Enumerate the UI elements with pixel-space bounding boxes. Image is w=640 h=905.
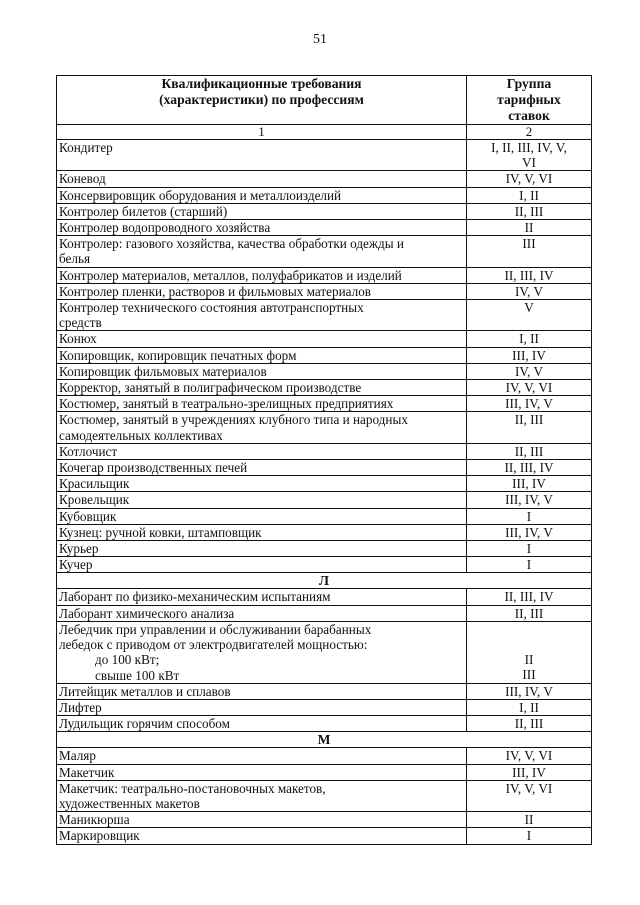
tariff-group: II, III — [467, 716, 592, 732]
profession-name: Кочегар производственных печей — [57, 460, 467, 476]
profession-name: Консервировщик оборудования и металлоизделий — [57, 187, 467, 203]
tariff-group: I, II — [467, 187, 592, 203]
table-row — [57, 283, 592, 299]
tariff-group: II, III, IV — [467, 589, 592, 605]
table-row — [57, 492, 592, 508]
table-row — [57, 300, 592, 331]
tariff-group: III, IV — [467, 347, 592, 363]
table-row — [57, 605, 592, 621]
table-header-row — [57, 76, 592, 125]
tariff-group: I — [467, 541, 592, 557]
table-row — [57, 203, 592, 219]
profession-name: Маляр — [57, 748, 467, 764]
profession-name: Копировщик, копировщик печатных форм — [57, 347, 467, 363]
profession-name: Курьер — [57, 541, 467, 557]
tariff-group: I, II, III, IV, V, VI — [467, 140, 592, 171]
table-row — [57, 716, 592, 732]
table-row — [57, 331, 592, 347]
table-row — [57, 412, 592, 443]
profession-name: Кондитер — [57, 140, 467, 171]
tariff-group: III — [467, 236, 592, 267]
section-letter-l: Л — [57, 573, 592, 589]
tariff-group: III, IV, V — [467, 396, 592, 412]
table-row — [57, 220, 592, 236]
table-row — [57, 683, 592, 699]
table-row — [57, 524, 592, 540]
table-row — [57, 363, 592, 379]
profession-name: Лебедчик при управлении и обслуживании барабанных лебедок с приводом от электродвигателей мощностью: до 100 кВт; свыше 100 кВт — [57, 621, 467, 683]
table-row — [57, 621, 592, 683]
profession-name: Контролер технического состояния автотранспортных средств — [57, 300, 467, 331]
tariff-group: I, II — [467, 699, 592, 715]
profession-name: Контролер: газового хозяйства, качества обработки одежды и белья — [57, 236, 467, 267]
tariff-group: II, III — [467, 412, 592, 443]
tariff-group: IV, V, VI — [467, 171, 592, 187]
tariff-group: II, III, IV — [467, 460, 592, 476]
table-row — [57, 780, 592, 811]
profession-name: Макетчик — [57, 764, 467, 780]
table-row — [57, 380, 592, 396]
table-row — [57, 443, 592, 459]
profession-name: Контролер водопроводного хозяйства — [57, 220, 467, 236]
profession-name: Маркировщик — [57, 828, 467, 844]
tariff-table — [56, 75, 592, 845]
profession-name: Макетчик: театрально-постановочных макетов, художественных макетов — [57, 780, 467, 811]
table-row — [57, 589, 592, 605]
tariff-group: IV, V, VI — [467, 780, 592, 811]
table-row — [57, 347, 592, 363]
profession-name: Кучер — [57, 557, 467, 573]
table-row — [57, 557, 592, 573]
tariff-group: III, IV, V — [467, 524, 592, 540]
table-row — [57, 396, 592, 412]
table-row — [57, 267, 592, 283]
tariff-group: III, IV, V — [467, 683, 592, 699]
profession-name: Корректор, занятый в полиграфическом производстве — [57, 380, 467, 396]
profession-name: Костюмер, занятый в учреждениях клубного типа и народных самодеятельных коллективах — [57, 412, 467, 443]
profession-name: Контролер пленки, растворов и фильмовых материалов — [57, 283, 467, 299]
tariff-group: II, III, IV — [467, 267, 592, 283]
tariff-group: III, IV, V — [467, 492, 592, 508]
profession-name: Лифтер — [57, 699, 467, 715]
profession-name: Кровельщик — [57, 492, 467, 508]
tariff-group: II, III — [467, 203, 592, 219]
profession-name: Конюх — [57, 331, 467, 347]
table-row — [57, 187, 592, 203]
table-row — [57, 699, 592, 715]
tariff-group: IV, V, VI — [467, 748, 592, 764]
section-header-row — [57, 732, 592, 748]
profession-name: Красильщик — [57, 476, 467, 492]
table-row — [57, 508, 592, 524]
profession-name: Контролер билетов (старший) — [57, 203, 467, 219]
table-row — [57, 476, 592, 492]
tariff-group: II, III — [467, 605, 592, 621]
column-number-1: 1 — [57, 125, 467, 140]
profession-name: Литейщик металлов и сплавов — [57, 683, 467, 699]
table-row — [57, 460, 592, 476]
profession-name: Кузнец: ручной ковки, штамповщик — [57, 524, 467, 540]
tariff-group: I — [467, 557, 592, 573]
tariff-group: II — [467, 220, 592, 236]
tariff-group: I, II — [467, 331, 592, 347]
table-row — [57, 140, 592, 171]
column-number-2: 2 — [467, 125, 592, 140]
profession-name: Контролер материалов, металлов, полуфабрикатов и изделий — [57, 267, 467, 283]
tariff-group: III, IV — [467, 476, 592, 492]
tariff-group: II III — [467, 621, 592, 683]
tariff-group: IV, V — [467, 283, 592, 299]
tariff-group: IV, V — [467, 363, 592, 379]
page-number: 51 — [313, 32, 327, 47]
tariff-group: IV, V, VI — [467, 380, 592, 396]
tariff-group: I — [467, 508, 592, 524]
tariff-group: II — [467, 812, 592, 828]
section-letter-m: М — [57, 732, 592, 748]
profession-name: Копировщик фильмовых материалов — [57, 363, 467, 379]
profession-name: Лаборант химического анализа — [57, 605, 467, 621]
tariff-group: III, IV — [467, 764, 592, 780]
profession-name: Котлочист — [57, 443, 467, 459]
section-header-row — [57, 573, 592, 589]
profession-name: Коневод — [57, 171, 467, 187]
profession-name: Лаборант по физико-механическим испытаниям — [57, 589, 467, 605]
table-row — [57, 764, 592, 780]
table-row — [57, 828, 592, 844]
column-number-row — [57, 125, 592, 140]
tariff-group: V — [467, 300, 592, 331]
header-qualification: Квалификационные требования (характеристики) по профессиям — [57, 76, 467, 125]
profession-name: Лудильщик горячим способом — [57, 716, 467, 732]
table-row — [57, 748, 592, 764]
table-row — [57, 171, 592, 187]
table-row — [57, 812, 592, 828]
table-row — [57, 236, 592, 267]
table-row — [57, 541, 592, 557]
profession-name: Кубовщик — [57, 508, 467, 524]
profession-name: Маникюрша — [57, 812, 467, 828]
tariff-group: II, III — [467, 443, 592, 459]
tariff-group: I — [467, 828, 592, 844]
profession-name: Костюмер, занятый в театрально-зрелищных предприятиях — [57, 396, 467, 412]
header-tariff-group: Группа тарифных ставок — [467, 76, 592, 125]
